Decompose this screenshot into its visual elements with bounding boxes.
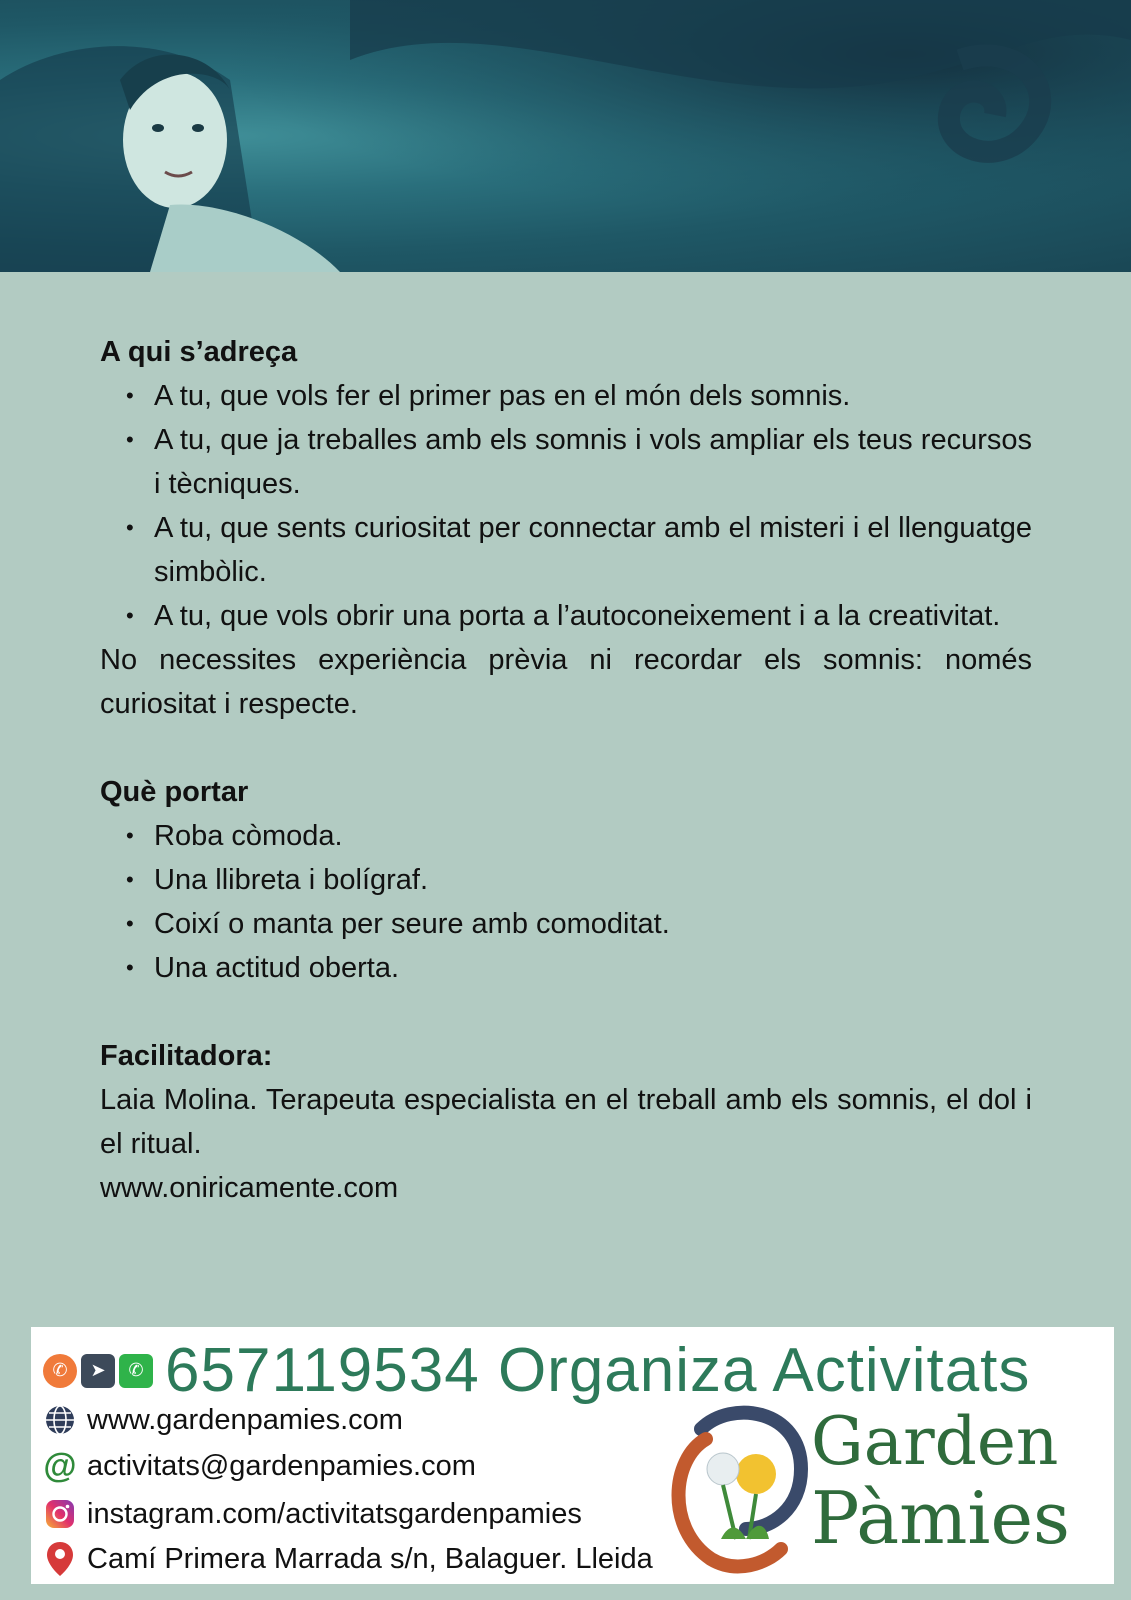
- instagram-icon: [43, 1497, 77, 1531]
- at-icon: @: [43, 1446, 77, 1485]
- list-item: • A tu, que sents curiositat per connectar amb el misteri i el llenguatge simbòlic.: [154, 506, 1032, 594]
- audience-list: [100, 374, 1032, 638]
- address-text: Camí Primera Marrada s/n, Balaguer. Lleida: [87, 1542, 653, 1575]
- list-item: • Una actitud oberta.: [154, 946, 1032, 990]
- contact-footer: [31, 1327, 1114, 1584]
- list-item: • A tu, que vols obrir una porta a l’autoconeixement i a la creativitat.: [154, 594, 1032, 638]
- dandelion-logo-icon: [661, 1399, 811, 1579]
- bring-list: [100, 814, 1032, 990]
- list-item: • Coixí o manta per seure amb comoditat.: [154, 902, 1032, 946]
- list-item: • A tu, que vols fer el primer pas en el món dels somnis.: [154, 374, 1032, 418]
- address-row: [43, 1542, 653, 1576]
- instagram-link[interactable]: instagram.com/activitatsgardenpamies: [87, 1497, 582, 1530]
- list-item: • Una llibreta i bolígraf.: [154, 858, 1032, 902]
- logo-line-1: Garden: [811, 1403, 1059, 1480]
- telegram-icon: ➤: [81, 1354, 115, 1388]
- instagram-row[interactable]: [43, 1497, 663, 1531]
- email-link[interactable]: activitats@gardenpamies.com: [87, 1449, 476, 1482]
- logo-line-2: Pàmies: [811, 1476, 1070, 1560]
- header-painting: [0, 0, 1131, 272]
- phone-row: [43, 1335, 1030, 1406]
- email-row[interactable]: [43, 1446, 476, 1485]
- audience-note: No necessites experiència prèvia ni recordar els somnis: només curiositat i respecte.: [100, 644, 1032, 720]
- bring-title: Què portar: [100, 776, 249, 808]
- phone-icon: ✆: [43, 1354, 77, 1388]
- facilitator-title: Facilitadora:: [100, 1040, 273, 1072]
- globe-icon: [43, 1403, 77, 1437]
- website-row[interactable]: [43, 1403, 403, 1437]
- list-item: • A tu, que ja treballes amb els somnis i vols ampliar els teus recursos i tècniques.: [154, 418, 1032, 506]
- location-pin-icon: [43, 1542, 77, 1576]
- audience-title: A qui s’adreça: [100, 336, 298, 368]
- whatsapp-icon: ✆: [119, 1354, 153, 1388]
- website-link[interactable]: www.gardenpamies.com: [87, 1403, 403, 1436]
- facilitator-website-link[interactable]: www.oniricamente.com: [100, 1172, 399, 1204]
- main-content: [100, 330, 1032, 1210]
- list-item: • Roba còmoda.: [154, 814, 1032, 858]
- phone-number[interactable]: 657119534 Organiza Activitats: [165, 1336, 1031, 1405]
- facilitator-description: Laia Molina. Terapeuta especialista en el treball amb els somnis, el dol i el ritual.: [100, 1084, 1032, 1160]
- garden-pamies-logo: [661, 1399, 1101, 1579]
